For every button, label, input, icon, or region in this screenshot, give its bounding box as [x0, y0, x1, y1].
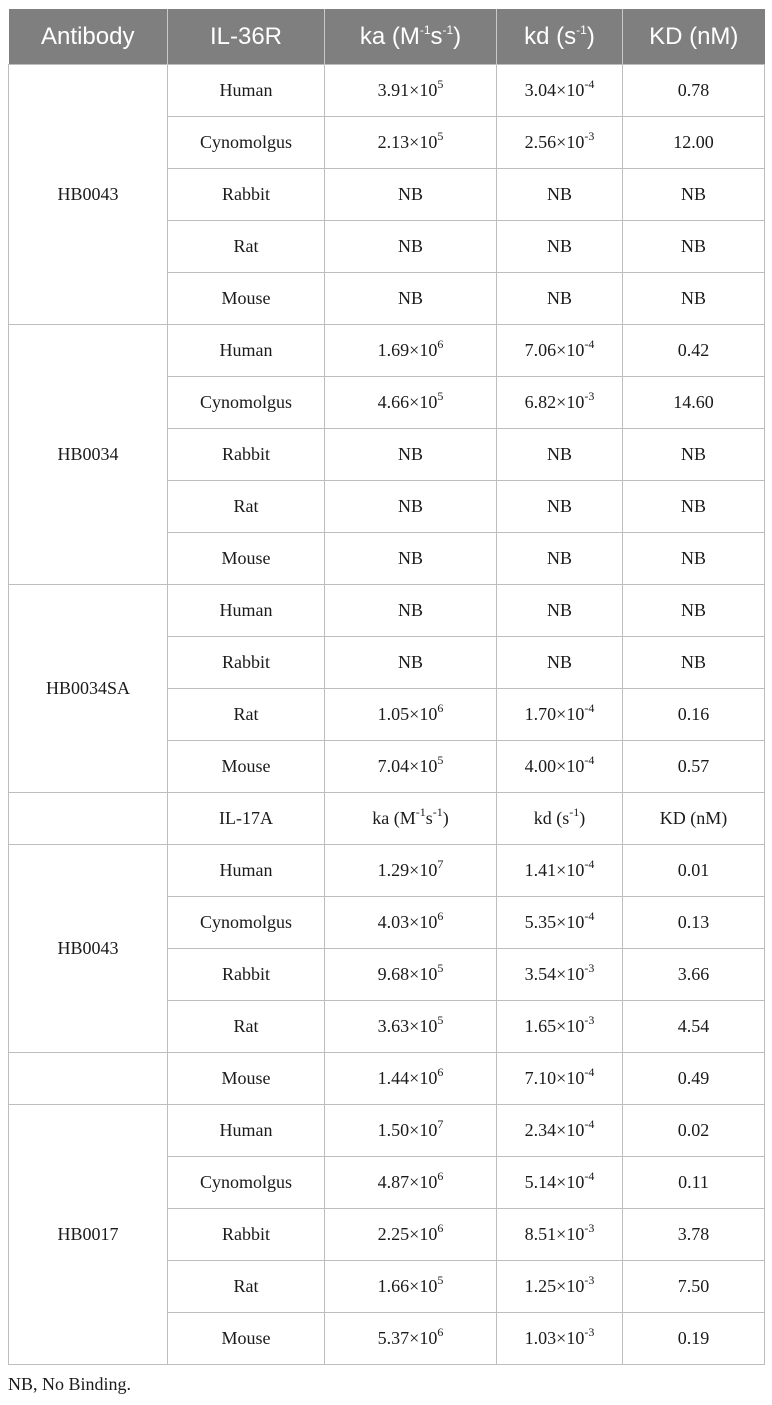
ka-cell-mantissa: NB — [397, 548, 423, 568]
kd-cell — [497, 1261, 623, 1313]
antibody-cell: HB0034 — [9, 325, 168, 585]
ka-cell-exponent: 6 — [437, 1325, 444, 1339]
species-cell: Mouse — [168, 533, 325, 585]
kd-cell-exponent: -3 — [584, 389, 595, 403]
kd-cell — [497, 1001, 623, 1053]
ka-cell — [325, 845, 497, 897]
ka-cell-mantissa: 3.91×10 — [377, 80, 438, 100]
ka-cell-mantissa: 9.68×10 — [377, 964, 438, 984]
kd-cell-exponent: -3 — [584, 1013, 595, 1027]
subheader-ka-mid: s — [425, 808, 433, 828]
ka-cell-exponent: 6 — [437, 1065, 444, 1079]
kd-cell-mantissa: 7.06×10 — [524, 340, 585, 360]
species-cell: Rat — [168, 689, 325, 741]
kd-cell — [497, 1105, 623, 1157]
kd-cell-mantissa: NB — [546, 548, 572, 568]
KD-cell: 0.11 — [623, 1157, 765, 1209]
KD-cell: 0.16 — [623, 689, 765, 741]
ka-cell-mantissa: NB — [397, 600, 423, 620]
kd-cell — [497, 325, 623, 377]
table-row — [9, 1053, 765, 1105]
kd-cell — [497, 741, 623, 793]
kd-cell — [497, 221, 623, 273]
kd-cell-exponent: -4 — [584, 1117, 595, 1131]
KD-cell: NB — [623, 221, 765, 273]
table-row — [9, 585, 765, 637]
subheader-ka-base: ka (M — [372, 808, 416, 828]
kd-cell — [497, 949, 623, 1001]
ka-cell-mantissa: 5.37×10 — [377, 1328, 438, 1348]
header-antibody: Antibody — [9, 9, 168, 65]
subheader-row-il17a — [9, 793, 765, 845]
subheader-kd-tail: ) — [579, 808, 586, 828]
KD-cell: NB — [623, 585, 765, 637]
KD-cell: NB — [623, 637, 765, 689]
kd-cell-mantissa: 1.70×10 — [524, 704, 585, 724]
KD-cell: 0.19 — [623, 1313, 765, 1365]
subheader-ka-exp2: -1 — [432, 805, 443, 819]
ka-cell-exponent: 5 — [437, 753, 444, 767]
species-cell: Rabbit — [168, 1209, 325, 1261]
ka-cell — [325, 273, 497, 325]
kd-cell-exponent: -4 — [584, 77, 595, 91]
ka-cell — [325, 117, 497, 169]
species-cell: Cynomolgus — [168, 897, 325, 949]
ka-cell — [325, 1157, 497, 1209]
kd-cell-mantissa: 1.41×10 — [524, 860, 585, 880]
species-cell: Rat — [168, 1261, 325, 1313]
subheader-kd-exp: -1 — [569, 805, 580, 819]
ka-cell-exponent: 5 — [437, 389, 444, 403]
kd-cell-exponent: -4 — [584, 1169, 595, 1183]
ka-cell-mantissa: NB — [397, 288, 423, 308]
kd-cell — [497, 637, 623, 689]
ka-cell — [325, 429, 497, 481]
species-cell: Human — [168, 65, 325, 117]
subheader-ka-tail: ) — [442, 808, 449, 828]
ka-cell-exponent: 6 — [437, 909, 444, 923]
kd-cell — [497, 689, 623, 741]
kd-cell — [497, 169, 623, 221]
species-cell: Rat — [168, 221, 325, 273]
ka-cell — [325, 689, 497, 741]
species-cell: Rabbit — [168, 949, 325, 1001]
table-row — [9, 845, 765, 897]
ka-cell — [325, 1053, 497, 1105]
subheader-ka-exp1: -1 — [415, 805, 426, 819]
KD-cell: 0.78 — [623, 65, 765, 117]
species-cell: Human — [168, 585, 325, 637]
kd-cell-exponent: -4 — [584, 337, 595, 351]
ka-cell — [325, 897, 497, 949]
kd-cell — [497, 377, 623, 429]
kd-cell-mantissa: NB — [546, 652, 572, 672]
kd-cell — [497, 1053, 623, 1105]
kd-cell-exponent: -4 — [584, 753, 595, 767]
ka-cell — [325, 1105, 497, 1157]
subheader-KD: KD (nM) — [623, 793, 765, 845]
KD-cell: NB — [623, 481, 765, 533]
KD-cell: 4.54 — [623, 1001, 765, 1053]
KD-cell: 0.42 — [623, 325, 765, 377]
subheader-il17a: IL-17A — [168, 793, 325, 845]
kd-cell-exponent: -4 — [584, 1065, 595, 1079]
kd-cell-exponent: -3 — [584, 1221, 595, 1235]
kd-cell — [497, 585, 623, 637]
ka-cell-mantissa: NB — [397, 184, 423, 204]
ka-cell — [325, 377, 497, 429]
species-cell: Human — [168, 325, 325, 377]
kd-cell-mantissa: 8.51×10 — [524, 1224, 585, 1244]
ka-cell-exponent: 5 — [437, 1273, 444, 1287]
kd-cell-mantissa: NB — [546, 288, 572, 308]
ka-cell — [325, 1209, 497, 1261]
table-row — [9, 1105, 765, 1157]
KD-cell: 12.00 — [623, 117, 765, 169]
ka-cell-mantissa: 1.29×10 — [377, 860, 438, 880]
kd-cell-mantissa: NB — [546, 600, 572, 620]
subheader-kd — [497, 793, 623, 845]
ka-cell-exponent: 5 — [437, 961, 444, 975]
species-cell: Mouse — [168, 1053, 325, 1105]
ka-cell — [325, 1001, 497, 1053]
ka-cell — [325, 585, 497, 637]
ka-cell-mantissa: 3.63×10 — [377, 1016, 438, 1036]
KD-cell: 0.49 — [623, 1053, 765, 1105]
ka-cell-mantissa: NB — [397, 652, 423, 672]
kd-cell-mantissa: 7.10×10 — [524, 1068, 585, 1088]
ka-cell-mantissa: 4.66×10 — [377, 392, 438, 412]
table-footnote: NB, No Binding. — [8, 1374, 132, 1394]
kd-cell — [497, 1313, 623, 1365]
KD-cell: 3.66 — [623, 949, 765, 1001]
kd-cell-exponent: -3 — [584, 1325, 595, 1339]
kd-cell-exponent: -4 — [584, 701, 595, 715]
kd-cell — [497, 481, 623, 533]
kd-cell-exponent: -3 — [584, 1273, 595, 1287]
ka-cell-exponent: 6 — [437, 337, 444, 351]
kd-cell-mantissa: 1.65×10 — [524, 1016, 585, 1036]
kd-cell — [497, 1209, 623, 1261]
kd-cell — [497, 429, 623, 481]
header-ka: ka $(M^{-1}s^{-1})$ — [325, 9, 497, 65]
species-cell: Cynomolgus — [168, 1157, 325, 1209]
ka-cell — [325, 169, 497, 221]
ka-cell-mantissa: 2.13×10 — [377, 132, 438, 152]
kd-cell — [497, 117, 623, 169]
species-cell: Rabbit — [168, 637, 325, 689]
species-cell: Rabbit — [168, 429, 325, 481]
subheader-kd-base: kd (s — [533, 808, 570, 828]
kd-cell-mantissa: NB — [546, 184, 572, 204]
kd-cell-exponent: -3 — [584, 129, 595, 143]
header-il36r: IL-36R — [168, 9, 325, 65]
ka-cell — [325, 65, 497, 117]
KD-cell: 3.78 — [623, 1209, 765, 1261]
kd-cell-mantissa: 2.56×10 — [524, 132, 585, 152]
kd-cell-mantissa: NB — [546, 444, 572, 464]
ka-cell-mantissa: 1.69×10 — [377, 340, 438, 360]
kd-cell — [497, 845, 623, 897]
ka-cell — [325, 949, 497, 1001]
binding-kinetics-table — [8, 9, 765, 1365]
kd-cell — [497, 65, 623, 117]
ka-cell-exponent: 7 — [437, 857, 444, 871]
header-KD: KD (nM) — [623, 9, 765, 65]
table-header — [9, 9, 765, 65]
ka-cell — [325, 741, 497, 793]
ka-cell-mantissa: 1.50×10 — [377, 1120, 438, 1140]
KD-cell: NB — [623, 429, 765, 481]
species-cell: Human — [168, 1105, 325, 1157]
kd-cell-mantissa: NB — [546, 496, 572, 516]
kd-cell-mantissa: 6.82×10 — [524, 392, 585, 412]
table-row — [9, 325, 765, 377]
kd-cell-mantissa: 4.00×10 — [524, 756, 585, 776]
species-cell: Rat — [168, 481, 325, 533]
kd-cell-mantissa: 1.03×10 — [524, 1328, 585, 1348]
species-cell: Rabbit — [168, 169, 325, 221]
KD-cell: 14.60 — [623, 377, 765, 429]
kd-cell-mantissa: 5.14×10 — [524, 1172, 585, 1192]
ka-cell — [325, 1261, 497, 1313]
ka-cell-mantissa: NB — [397, 236, 423, 256]
ka-cell-mantissa: 1.66×10 — [377, 1276, 438, 1296]
KD-cell: NB — [623, 273, 765, 325]
antibody-cell: HB0043 — [9, 845, 168, 1053]
kd-cell-exponent: -4 — [584, 857, 595, 871]
KD-cell: 0.13 — [623, 897, 765, 949]
ka-cell-exponent: 6 — [437, 1169, 444, 1183]
species-cell: Rat — [168, 1001, 325, 1053]
ka-cell-mantissa: 7.04×10 — [377, 756, 438, 776]
kd-cell-exponent: -3 — [584, 961, 595, 975]
table-row — [9, 65, 765, 117]
ka-cell-exponent: 7 — [437, 1117, 444, 1131]
ka-cell-mantissa: 1.44×10 — [377, 1068, 438, 1088]
ka-cell-mantissa: NB — [397, 444, 423, 464]
ka-cell-exponent: 5 — [437, 1013, 444, 1027]
ka-cell — [325, 481, 497, 533]
ka-cell — [325, 1313, 497, 1365]
ka-cell — [325, 221, 497, 273]
KD-cell: 0.01 — [623, 845, 765, 897]
kd-cell-exponent: -4 — [584, 909, 595, 923]
ka-cell-exponent: 5 — [437, 129, 444, 143]
kd-cell — [497, 897, 623, 949]
kd-cell-mantissa: NB — [546, 236, 572, 256]
ka-cell-mantissa: 1.05×10 — [377, 704, 438, 724]
ka-cell — [325, 533, 497, 585]
KD-cell: 0.57 — [623, 741, 765, 793]
ka-cell-mantissa: 2.25×10 — [377, 1224, 438, 1244]
kd-cell — [497, 273, 623, 325]
subheader-antibody — [9, 793, 168, 845]
ka-cell — [325, 637, 497, 689]
header-row — [9, 9, 765, 65]
ka-cell-exponent: 5 — [437, 77, 444, 91]
species-cell: Mouse — [168, 1313, 325, 1365]
ka-cell-exponent: 6 — [437, 701, 444, 715]
ka-cell-exponent: 6 — [437, 1221, 444, 1235]
species-cell: Human — [168, 845, 325, 897]
species-cell: Mouse — [168, 741, 325, 793]
KD-cell: 7.50 — [623, 1261, 765, 1313]
KD-cell: 0.02 — [623, 1105, 765, 1157]
ka-cell — [325, 325, 497, 377]
kd-cell-mantissa: 2.34×10 — [524, 1120, 585, 1140]
header-kd: kd $(s^{-1})$ — [497, 9, 623, 65]
kd-cell-mantissa: 5.35×10 — [524, 912, 585, 932]
kd-cell — [497, 533, 623, 585]
KD-cell: NB — [623, 533, 765, 585]
kd-cell-mantissa: 3.54×10 — [524, 964, 585, 984]
kd-cell — [497, 1157, 623, 1209]
ka-cell-mantissa: 4.87×10 — [377, 1172, 438, 1192]
antibody-cell: HB0034SA — [9, 585, 168, 793]
ka-cell-mantissa: 4.03×10 — [377, 912, 438, 932]
antibody-cell: HB0043 — [9, 65, 168, 325]
species-cell: Mouse — [168, 273, 325, 325]
ka-cell-mantissa: NB — [397, 496, 423, 516]
species-cell: Cynomolgus — [168, 117, 325, 169]
KD-cell: NB — [623, 169, 765, 221]
subheader-ka — [325, 793, 497, 845]
species-cell: Cynomolgus — [168, 377, 325, 429]
antibody-cell: HB0017 — [9, 1105, 168, 1365]
antibody-cell — [9, 1053, 168, 1105]
table-body — [9, 65, 765, 1365]
kd-cell-mantissa: 1.25×10 — [524, 1276, 585, 1296]
kd-cell-mantissa: 3.04×10 — [524, 80, 585, 100]
